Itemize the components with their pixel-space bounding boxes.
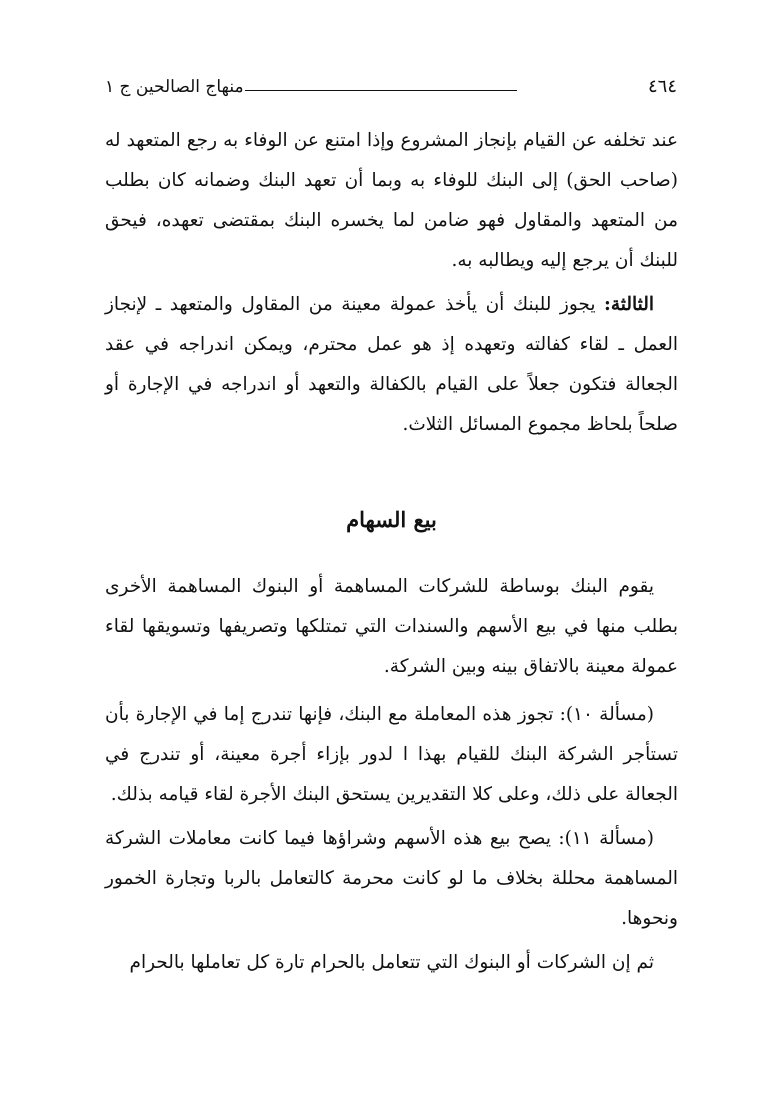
paragraph-5-text: (مسألة ١١): يصح بيع هذه الأسهم وشراؤها فيما كانت معاملات الشركة المساهمة محللة بخلاف ما لو كانت محرمة كالتعامل بالربا وتجارة الخمور ونحوها. xyxy=(105,828,678,929)
paragraph-4 xyxy=(105,695,678,815)
paragraph-2-lead: الثالثة: xyxy=(604,294,654,315)
paragraph-6 xyxy=(105,943,678,983)
running-header xyxy=(105,72,677,102)
paragraph-6-text: ثم إن الشركات أو البنوك التي تتعامل بالحرام تارة كل تعاملها بالحرام xyxy=(129,952,654,973)
paragraph-5 xyxy=(105,819,678,939)
paragraph-2-text xyxy=(105,285,678,445)
paragraph-3-text: يقوم البنك بوساطة للشركات المساهمة أو البنوك المساهمة الأخرى بطلب منها في بيع الأسهم والسندات التي تمتلكها وتصريفها وتسويقها لقاء عمولة معينة بالاتفاق بينه وبين الشركة. xyxy=(105,576,678,677)
paragraph-1 xyxy=(105,121,678,281)
paragraph-3 xyxy=(105,567,678,687)
paragraph-1-text: عند تخلفه عن القيام بإنجاز المشروع وإذا امتنع عن الوفاء به رجع المتعهد له (صاحب الحق) إلى البنك للوفاء به وبما أن تعهد البنك وضمانه كان بطلب من المتعهد والمقاول فهو ضامن لما يخسره البنك بمقتضى تعهده، فيحق للبنك أن يرجع إليه ويطالبه به. xyxy=(105,130,678,271)
page-number: ٤٦٤ xyxy=(647,76,677,97)
paragraph-4-text: (مسألة ١٠): تجوز هذه المعاملة مع البنك، فإنها تندرج إما في الإجارة بأن تستأجر الشركة البنك للقيام بهذا ا لدور بإزاء أجرة معينة، أو تندرج في الجعالة على ذلك، وعلى كلا التقديرين يستحق البنك الأجرة لقاء قيامه بذلك. xyxy=(105,704,678,805)
paragraph-2 xyxy=(105,285,678,445)
book-title: منهاج الصالحين ج ١ xyxy=(105,77,244,97)
header-rule xyxy=(245,90,517,91)
paragraph-2-body: يجوز للبنك أن يأخذ عمولة معينة من المقاول والمتعهد ـ لإنجاز العمل ـ لقاء كفالته وتعهده إذ هو عمل محترم، ويمكن اندراجه في عقد الجعالة فتكون جعلاً على القيام بالكفالة والتعهد أو اندراجه في الإجارة أو صلحاً بلحاظ مجموع المسائل الثلاث. xyxy=(105,294,678,435)
section-title: بيع السهام xyxy=(346,507,437,532)
